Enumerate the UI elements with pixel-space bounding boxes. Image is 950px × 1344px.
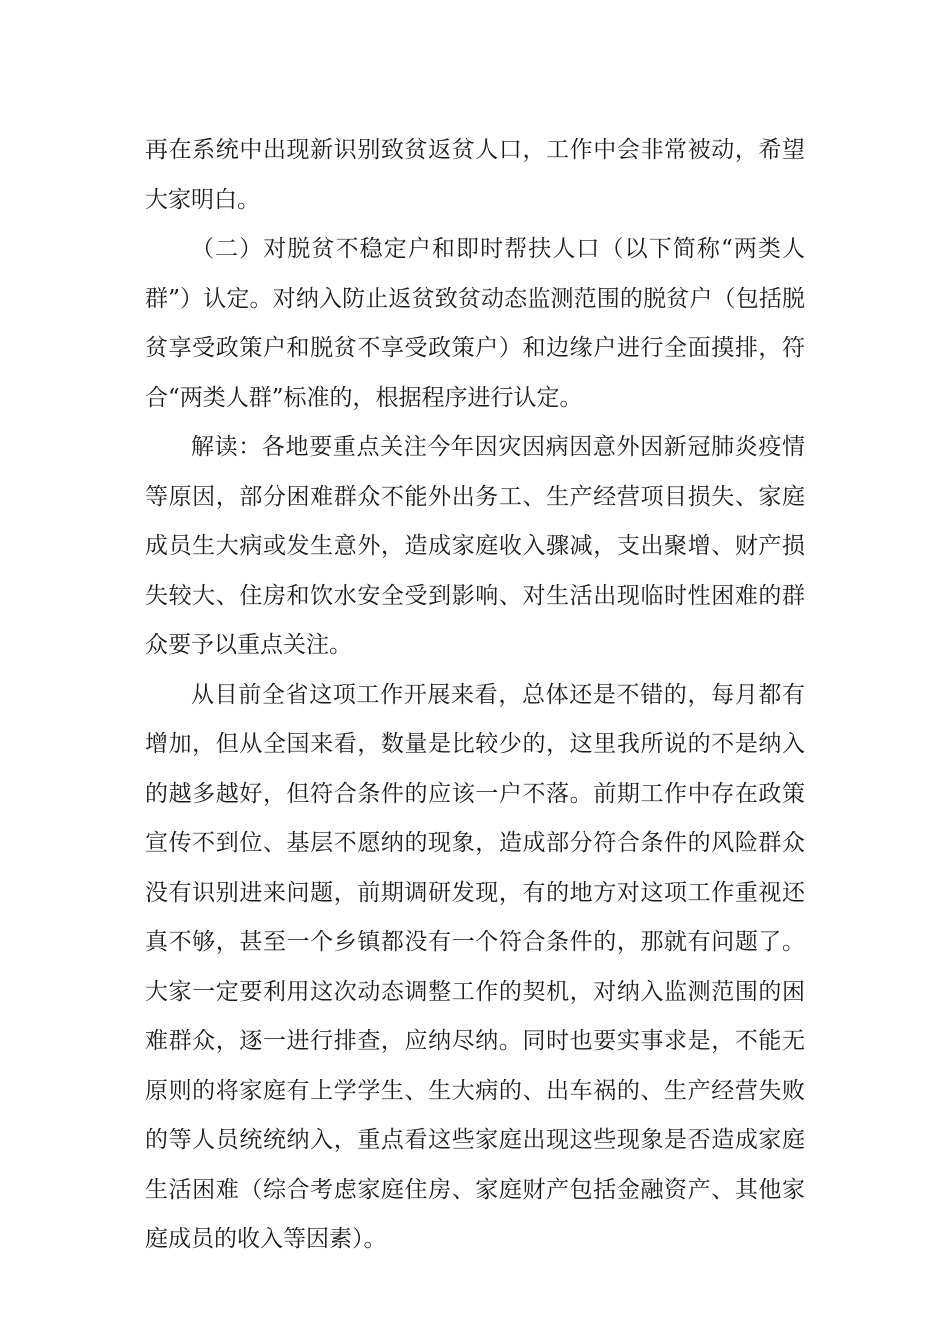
document-body [145,126,805,1265]
paragraph-two-categories-definition: （二）对脱贫不稳定户和即时帮扶人口（以下简称“两类人群”）认定。对纳入防止返贫致贫动态监测范围的脱贫户（包括脱贫享受政策户和脱贫不享受政策户）和边缘户进行全面摸排，符合“两类人群”标准的，根据程序进行认定。 [145,236,805,411]
paragraph-interpretation: 解读：各地要重点关注今年因灾因病因意外因新冠肺炎疫情等原因，部分困难群众不能外出务工、生产经营项目损失、家庭成员生大病或发生意外，造成家庭收入骤减，支出聚增、财产损失较大、住房和饮水安全受到影响、对生活出现临时性困难的群众要予以重点关注。 [145,434,805,658]
paragraph-continuation: 再在系统中出现新识别致贫返贫人口，工作中会非常被动，希望大家明白。 [145,137,805,213]
paragraph-provincial-progress: 从目前全省这项工作开展来看，总体还是不错的，每月都有增加，但从全国来看，数量是比较少的，这里我所说的不是纳入的越多越好，但符合条件的应该一户不落。前期工作中存在政策宣传不到位、基层不愿纳的现象，造成部分符合条件的风险群众没有识别进来问题，前期调研发现，有的地方对这项工作重视还真不够，甚至一个乡镇都没有一个符合条件的，那就有问题了。大家一定要利用这次动态调整工作的契机，对纳入监测范围的困难群众，逐一进行排查，应纳尽纳。同时也要实事求是，不能无原则的将家庭有上学学生、生大病的、出车祸的、生产经营失败的等人员统统纳入，重点看这些家庭出现这些现象是否造成家庭生活困难（综合考虑家庭住房、家庭财产包括金融资产、其他家庭成员的收入等因素）。 [145,681,805,1252]
